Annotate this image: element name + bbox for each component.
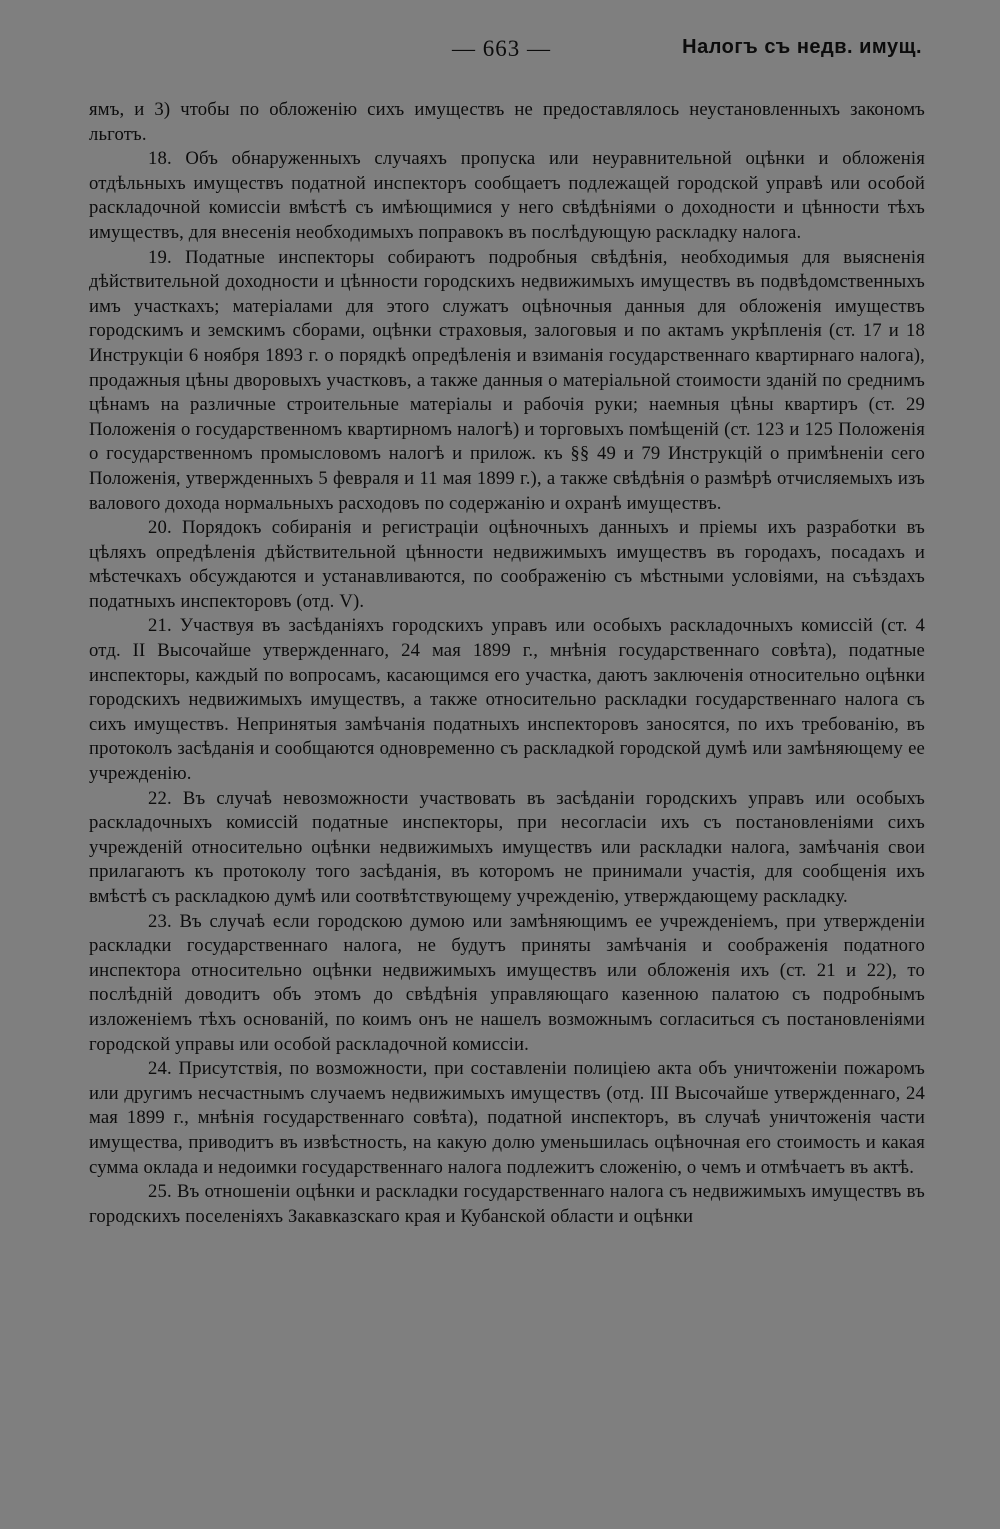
paragraph-24: 24. Присутствія, по возможности, при составленіи полиціею акта объ уничтоженіи пожаромъ или другимъ несчастнымъ случаемъ недвижимыхъ имуществъ (отд. III Высочайше утвержденнаго, 24 мая 1899 г., мнѣнія государственнаго совѣта), податной инспекторъ, въ случаѣ уничтоженія части имущества, приводитъ въ извѣстность, на какую долю уменьшилась оцѣночная его стоимость и какая сумма оклада и недоимки государственнаго налога подлежитъ сложенію, о чемъ и отмѣчаетъ въ актѣ. — [89, 1058, 925, 1178]
paragraph-20: 20. Порядокъ собиранія и регистраціи оцѣночныхъ данныхъ и пріемы ихъ разработки въ цѣляхъ опредѣленія дѣйствительной цѣнности недвижимыхъ имуществъ въ городахъ, посадахъ и мѣстечкахъ обсуждаются и устанавливаются, по соображенію съ мѣстными условіями, на съѣздахъ податныхъ инспекторовъ (отд. V). — [89, 517, 925, 612]
body-text — [89, 98, 925, 1229]
paragraph-22: 22. Въ случаѣ невозможности участвовать въ засѣданіи городскихъ управъ или особыхъ раскладочныхъ комиссій податные инспекторы, при несогласіи ихъ съ постановленіями сихъ учрежденій относительно оцѣнки недвижимыхъ имуществъ или раскладки налога, замѣчанія свои прилагаютъ къ протоколу того засѣданія, въ которомъ не принимали участія, для сообщенія ихъ вмѣстѣ съ раскладкою думѣ или соотвѣтствующему учрежденію, утверждающему раскладку. — [89, 787, 925, 907]
page-header — [0, 36, 1000, 66]
paragraph-18: 18. Объ обнаруженныхъ случаяхъ пропуска или неуравнительной оцѣнки и обложенія отдѣльныхъ имуществъ податной инспекторъ сообщаетъ подлежащей городской управѣ или особой раскладочной комиссіи вмѣстѣ съ имѣющимися у него свѣдѣніями о доходности и цѣнности тѣхъ имуществъ, для внесенія необходимыхъ поправокъ въ послѣдующую раскладку налога. — [89, 148, 925, 243]
running-title: Налогъ съ недв. имущ. — [682, 36, 922, 58]
paragraph-continuation: ямъ, и 3) чтобы по обложенію сихъ имуществъ не предоставлялось неустановленныхъ закономъ льготъ. — [89, 99, 925, 145]
paragraph-21: 21. Участвуя въ засѣданіяхъ городскихъ управъ или особыхъ раскладочныхъ комиссій (ст. 4 отд. II Высочайше утвержденнаго, 24 мая 1899 г., мнѣнія государственнаго совѣта), податные инспекторы, каждый по вопросамъ, касающимся его участка, даютъ заключенія относительно оцѣнки городскихъ недвижимыхъ имуществъ, а также относительно раскладки государственнаго налога съ сихъ имуществъ. Непринятыя замѣчанія податныхъ инспекторовъ заносятся, по ихъ требованію, въ протоколъ засѣданія и сообщаются одновременно съ раскладкой городской думѣ или замѣняющему ее учрежденію. — [89, 615, 925, 785]
paragraph-19: 19. Податные инспекторы собираютъ подробныя свѣдѣнія, необходимыя для выясненія дѣйствительной доходности и цѣнности городскихъ недвижимыхъ имуществъ въ подвѣдомственныхъ имъ участкахъ; матеріалами для этого служатъ оцѣночныя данныя для обложенія имуществъ городскимъ и земскимъ сборами, оцѣнки страховыя, залоговыя и по актамъ укрѣпленія (ст. 17 и 18 Инструкціи 6 ноября 1893 г. о порядкѣ опредѣленія и взиманія государственнаго квартирнаго налога), продажныя цѣны дворовыхъ участковъ, а также данныя о матеріальной стоимости зданій по среднимъ цѣнамъ на различные строительные матеріалы и рабочія руки; наемныя цѣны квартиръ (ст. 29 Положенія о государственномъ квартирномъ налогѣ) и торговыхъ помѣщеній (ст. 123 и 125 Положенія о государственномъ промысловомъ налогѣ и прилож. къ §§ 49 и 79 Инструкцій о примѣненіи сего Положенія, утвержденныхъ 5 февраля и 11 мая 1899 г.), а также свѣдѣнія о размѣрѣ отчисляемыхъ изъ валового дохода нормальныхъ расходовъ по содержанію и охранѣ имуществъ. — [89, 246, 925, 514]
paragraph-25: 25. Въ отношеніи оцѣнки и раскладки государственнаго налога съ недвижимыхъ имуществъ въ городскихъ поселеніяхъ Закавказскаго края и Кубанской области и оцѣнки — [89, 1181, 925, 1227]
page-number: — 663 — — [452, 36, 551, 61]
paragraph-23: 23. Въ случаѣ если городскою думою или замѣняющимъ ее учрежденіемъ, при утвержденіи раскладки государственнаго налога, не будутъ приняты замѣчанія и соображенія податного инспектора относительно оцѣнки недвижимыхъ имуществъ или обложенія ихъ (ст. 21 и 22), то послѣдній доводитъ объ этомъ до свѣдѣнія управляющаго казенною палатою съ подробнымъ изложеніемъ тѣхъ основаній, по коимъ онъ не нашелъ возможнымъ согласиться съ постановленіями городской управы или особой раскладочной комиссіи. — [89, 910, 925, 1055]
